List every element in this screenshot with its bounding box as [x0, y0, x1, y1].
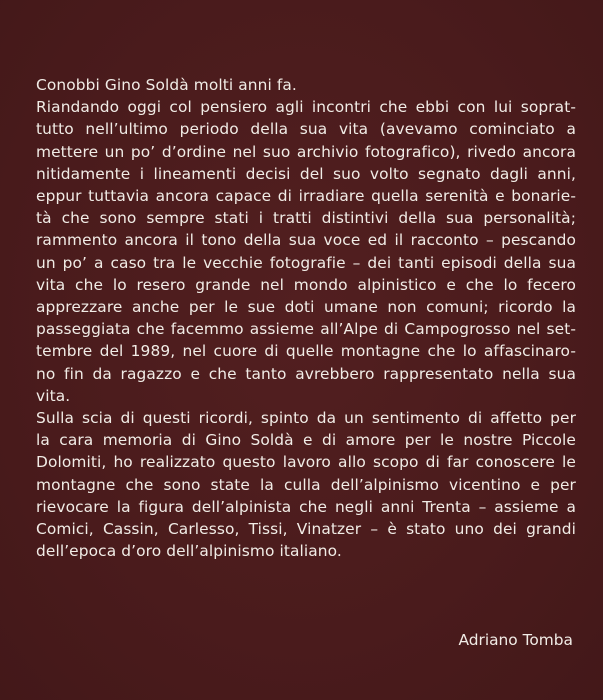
text-line: tembre del 1989, nel cuore di quelle montagne che lo affascinaro- [36, 342, 576, 361]
text-line: un po’ a caso tra le vecchie fotografie – dei tanti episodi della sua [36, 253, 576, 272]
text-line: tutto nell’ultimo periodo della sua vita (avevamo cominciato a [36, 120, 576, 139]
preface-text [36, 74, 576, 562]
text-line: rammento ancora il tono della sua voce ed il racconto – pescando [36, 231, 576, 250]
text-line: apprezzare anche per le sue doti umane non comuni; ricordo la [36, 298, 576, 317]
text-line: rievocare la figura dell’alpinista che negli anni Trenta – assieme a [36, 497, 576, 516]
text-line: Riandando oggi col pensiero agli incontri che ebbi con lui soprat- [36, 98, 576, 117]
text-line: mettere un po’ d’ordine nel suo archivio fotografico), rivedo ancora [36, 142, 576, 161]
text-line: Sulla scia di questi ricordi, spinto da un sentimento di affetto per [36, 409, 576, 428]
text-line: Comici, Cassin, Carlesso, Tissi, Vinatzer – è stato uno dei grandi [36, 520, 576, 539]
text-line: Dolomiti, ho realizzato questo lavoro allo scopo di far conoscere le [36, 453, 576, 472]
author-signature: Adriano Tomba [458, 631, 573, 649]
text-line: Conobbi Gino Soldà molti anni fa. [36, 76, 297, 94]
text-line: nitidamente i lineamenti decisi del suo volto segnato dagli anni, [36, 164, 576, 183]
text-line: tà che sono sempre stati i tratti distintivi della sua personalità; [36, 209, 576, 228]
text-line: vita. [36, 386, 71, 405]
text-line: montagne che sono state la culla dell’alpinismo vicentino e per [36, 475, 576, 494]
text-line: eppur tuttavia ancora capace di irradiare quella serenità e bonarie- [36, 187, 576, 206]
text-line: dell’epoca d’oro dell’alpinismo italiano. [36, 542, 342, 561]
text-line: no fin da ragazzo e che tanto avrebbero rappresentato nella sua [36, 364, 576, 383]
text-line: la cara memoria di Gino Soldà e di amore per le nostre Piccole [36, 431, 576, 450]
text-line: vita che lo resero grande nel mondo alpinistico e che lo fecero [36, 275, 576, 294]
text-line: passeggiata che facemmo assieme all’Alpe di Campogrosso nel set- [36, 320, 576, 339]
